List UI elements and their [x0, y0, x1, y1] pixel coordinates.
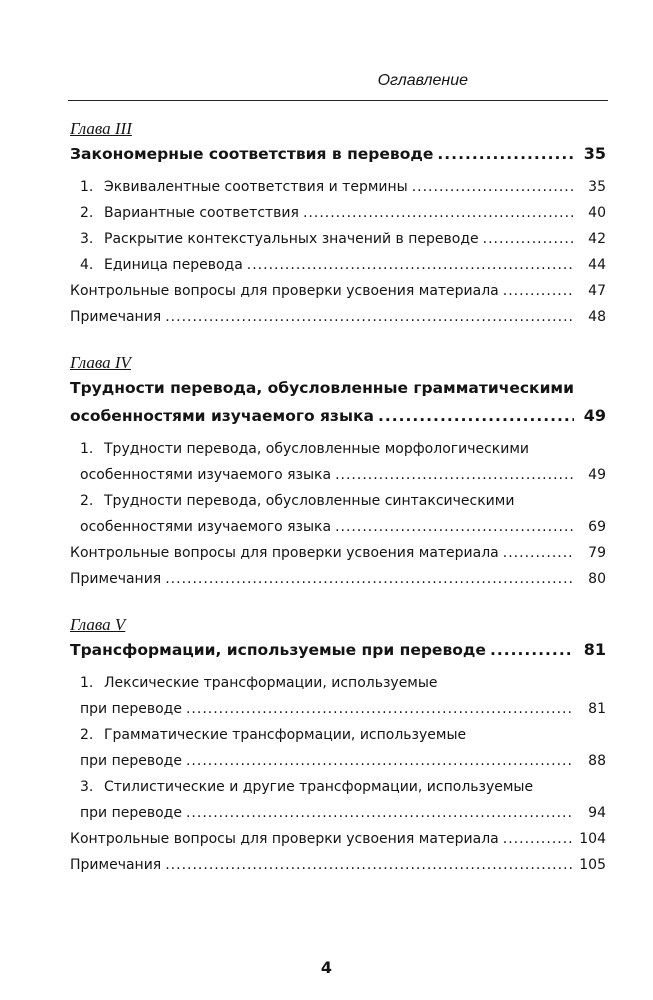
dot-leader: [165, 304, 574, 330]
dot-leader: [186, 696, 574, 722]
section-entry-first-line[interactable]: [70, 436, 606, 462]
entry-page-number: 105: [579, 857, 606, 873]
chapter-title-line: Трудности перевода, обусловленные грамматическими: [70, 379, 574, 397]
entry-text: Контрольные вопросы для проверки усвоения материала: [70, 283, 499, 299]
item-number: 2.: [80, 727, 94, 743]
section-entry[interactable]: [70, 174, 606, 200]
toc-entry-line: [80, 748, 606, 774]
entry-page-number: 48: [588, 309, 606, 325]
entry-page-number: 44: [588, 257, 606, 273]
entry-text: Закономерные соответствия в переводе: [70, 145, 434, 163]
section-entry[interactable]: [70, 226, 606, 252]
section-entry-first-line[interactable]: [70, 488, 606, 514]
dot-leader: [335, 462, 574, 488]
entry-page-number: 94: [588, 805, 606, 821]
review-questions-entry[interactable]: [70, 826, 606, 852]
section-entry-first-line[interactable]: [70, 722, 606, 748]
dot-leader: [335, 514, 574, 540]
entry-text: особенностями изучаемого языка: [80, 467, 332, 483]
item-number: 1.: [80, 179, 94, 195]
review-questions-entry[interactable]: [70, 278, 606, 304]
section-entry-last-line[interactable]: [70, 462, 606, 488]
toc-entry-line: [70, 566, 606, 592]
entry-text: Вариантные соответствия: [104, 205, 299, 221]
toc-entry-line: [70, 540, 606, 566]
notes-entry[interactable]: [70, 566, 606, 592]
dot-leader: [165, 852, 574, 878]
chapter-label: Глава IV: [70, 353, 131, 372]
item-number: 1.: [80, 441, 94, 457]
table-of-contents: [70, 118, 606, 878]
entry-page-number: 35: [588, 179, 606, 195]
section-entry-last-line[interactable]: [70, 748, 606, 774]
section-entry[interactable]: [70, 252, 606, 278]
notes-entry[interactable]: [70, 304, 606, 330]
toc-entry-line: [80, 696, 606, 722]
toc-entry-line: [80, 514, 606, 540]
dot-leader: [378, 402, 574, 430]
entry-page-number: 35: [583, 144, 606, 163]
entry-text: Контрольные вопросы для проверки усвоения материала: [70, 545, 499, 561]
dot-leader: [303, 200, 574, 226]
entry-text: Грамматические трансформации, используемые: [104, 727, 467, 743]
entry-text: Лексические трансформации, используемые: [104, 675, 438, 691]
entry-text: Раскрытие контекстуальных значений в переводе: [104, 231, 479, 247]
entry-text: Эквивалентные соответствия и термины: [104, 179, 408, 195]
entry-page-number: 80: [588, 571, 606, 587]
dot-leader: [483, 226, 574, 252]
chapter-title[interactable]: [70, 402, 606, 430]
entry-text: Примечания: [70, 309, 162, 325]
entry-text: Трудности перевода, обусловленные синтаксическими: [104, 493, 515, 509]
entry-page-number: 49: [583, 406, 606, 425]
running-header: Оглавление: [377, 72, 468, 89]
toc-entry-line: [80, 462, 606, 488]
dot-leader: [503, 540, 574, 566]
chapter-title[interactable]: [70, 636, 606, 664]
entry-page-number: 79: [588, 545, 606, 561]
dot-leader: [490, 636, 574, 664]
chapter-title[interactable]: [70, 140, 606, 168]
header-rule: [68, 100, 608, 101]
dot-leader: [247, 252, 574, 278]
item-number: 3.: [80, 231, 94, 247]
entry-page-number: 81: [588, 701, 606, 717]
entry-page-number: 40: [588, 205, 606, 221]
entry-text: Примечания: [70, 857, 162, 873]
chapter-label: Глава V: [70, 615, 126, 634]
toc-entry-line: [80, 226, 606, 252]
chapter-gap: [70, 330, 606, 352]
toc-entry-line: [80, 200, 606, 226]
dot-leader: [186, 748, 574, 774]
entry-text: особенностями изучаемого языка: [80, 519, 332, 535]
entry-text: Контрольные вопросы для проверки усвоения материала: [70, 831, 499, 847]
entry-text: при переводе: [80, 701, 182, 717]
entry-text: при переводе: [80, 805, 182, 821]
chapter-block: [70, 352, 606, 592]
page-number: 4: [320, 958, 333, 977]
toc-entry-line: [70, 636, 606, 664]
entry-page-number: 42: [588, 231, 606, 247]
section-entry[interactable]: [70, 200, 606, 226]
dot-leader: [186, 800, 574, 826]
review-questions-entry[interactable]: [70, 540, 606, 566]
entry-page-number: 88: [588, 753, 606, 769]
toc-entry-line: [70, 852, 606, 878]
toc-entry-line: [80, 174, 606, 200]
dot-leader: [412, 174, 574, 200]
toc-entry-line: [70, 304, 606, 330]
toc-entry-line: [80, 252, 606, 278]
entry-text: Трудности перевода, обусловленные морфологическими: [104, 441, 530, 457]
entry-text: особенностями изучаемого языка: [70, 407, 374, 425]
entry-text: при переводе: [80, 753, 182, 769]
entry-text: Стилистические и другие трансформации, используемые: [104, 779, 534, 795]
section-entry-last-line[interactable]: [70, 800, 606, 826]
dot-leader: [503, 278, 574, 304]
chapter-block: [70, 118, 606, 330]
entry-page-number: 81: [583, 640, 606, 659]
section-entry-first-line[interactable]: [70, 670, 606, 696]
entry-page-number: 69: [588, 519, 606, 535]
item-number: 2.: [80, 493, 94, 509]
toc-entry-line: [70, 278, 606, 304]
item-number: 2.: [80, 205, 94, 221]
entry-text: Единица перевода: [104, 257, 243, 273]
dot-leader: [503, 826, 574, 852]
toc-entry-line: [70, 140, 606, 168]
section-entry-last-line[interactable]: [70, 514, 606, 540]
entry-page-number: 104: [579, 831, 606, 847]
entry-page-number: 49: [588, 467, 606, 483]
item-number: 4.: [80, 257, 94, 273]
section-entry-first-line[interactable]: [70, 774, 606, 800]
chapter-gap: [70, 592, 606, 614]
dot-leader: [437, 140, 574, 168]
entry-text: Трансформации, используемые при переводе: [70, 641, 486, 659]
toc-entry-line: [80, 800, 606, 826]
item-number: 3.: [80, 779, 94, 795]
chapter-block: [70, 614, 606, 878]
notes-entry[interactable]: [70, 852, 606, 878]
dot-leader: [165, 566, 574, 592]
section-entry-last-line[interactable]: [70, 696, 606, 722]
chapter-label: Глава III: [70, 119, 132, 138]
item-number: 1.: [80, 675, 94, 691]
toc-entry-line: [70, 402, 606, 430]
entry-page-number: 47: [588, 283, 606, 299]
entry-text: Примечания: [70, 571, 162, 587]
toc-entry-line: [70, 826, 606, 852]
